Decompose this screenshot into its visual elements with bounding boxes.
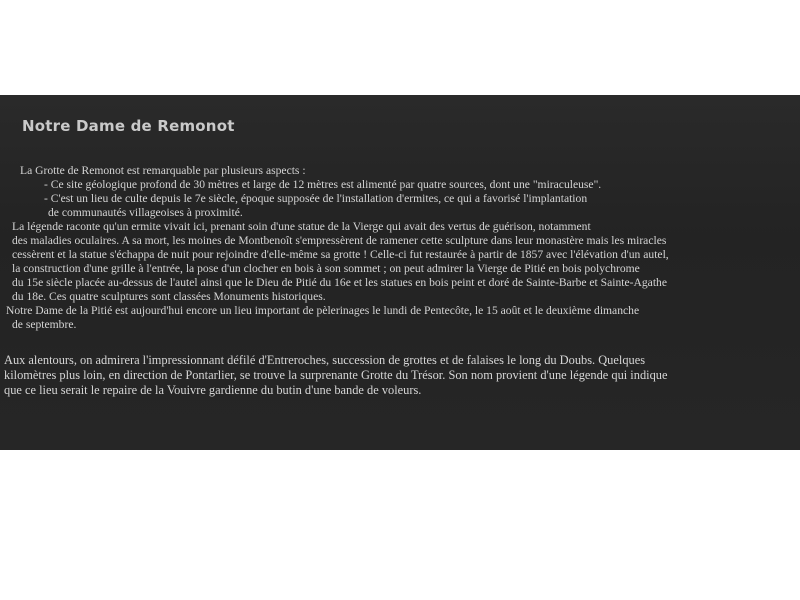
plaque-paragraph-1 [6, 164, 788, 332]
text-line: cessèrent et la statue s'échappa de nuit pour rejoindre d'elle-même sa grotte ! Celle-ci fut restaurée à partir de 1857 avec l'élévation d'un autel, [12, 248, 669, 261]
text-line: du 15e siècle placée au-dessus de l'autel ainsi que le Dieu de Pitié du 16e et les statues en bois peint et doré de Sainte-Barbe et Sainte-Agathe [12, 276, 667, 289]
text-line: Aux alentours, on admirera l'impressionnant défilé d'Entreroches, succession de grottes et de falaises le long du Doubs. Quelques [4, 353, 646, 367]
plaque-paragraph-2 [4, 353, 794, 398]
text-line: la construction d'une grille à l'entrée, la pose d'un clocher en bois à son sommet ; on peut admirer la Vierge de Pitié en bois polychrome [12, 262, 640, 275]
text-line: des maladies oculaires. A sa mort, les moines de Montbenoît s'empressèrent de ramener cette sculpture dans leur monastère mais les miracles [12, 234, 667, 247]
text-line: du 18e. Ces quatre sculptures sont classées Monuments historiques. [12, 290, 326, 303]
text-line: La légende raconte qu'un ermite vivait ici, prenant soin d'une statue de la Vierge qui avait des vertus de guérison, notamment [12, 220, 591, 233]
text-line: - C'est un lieu de culte depuis le 7e siècle, époque supposée de l'installation d'ermites, ce qui a favorisé l'implantation [44, 192, 588, 205]
text-line: Notre Dame de la Pitié est aujourd'hui encore un lieu important de pèlerinages le lundi de Pentecôte, le 15 août et le deuxième dimanche [6, 304, 640, 317]
text-line: kilomètres plus loin, en direction de Pontarlier, se trouve la surprenante Grotte du Trésor. Son nom provient d'une légende qui indique [4, 368, 668, 382]
plaque-photo [0, 95, 800, 450]
text-line: de septembre. [12, 318, 77, 331]
text-line: La Grotte de Remonot est remarquable par plusieurs aspects : [20, 164, 306, 177]
text-line: de communautés villageoises à proximité. [48, 206, 243, 219]
text-line: que ce lieu serait le repaire de la Vouivre gardienne du butin d'une bande de voleurs. [4, 383, 422, 397]
text-line: - Ce site géologique profond de 30 mètres et large de 12 mètres est alimenté par quatre sources, dont une "miraculeuse". [44, 178, 602, 191]
plaque-title: Notre Dame de Remonot [22, 117, 235, 135]
